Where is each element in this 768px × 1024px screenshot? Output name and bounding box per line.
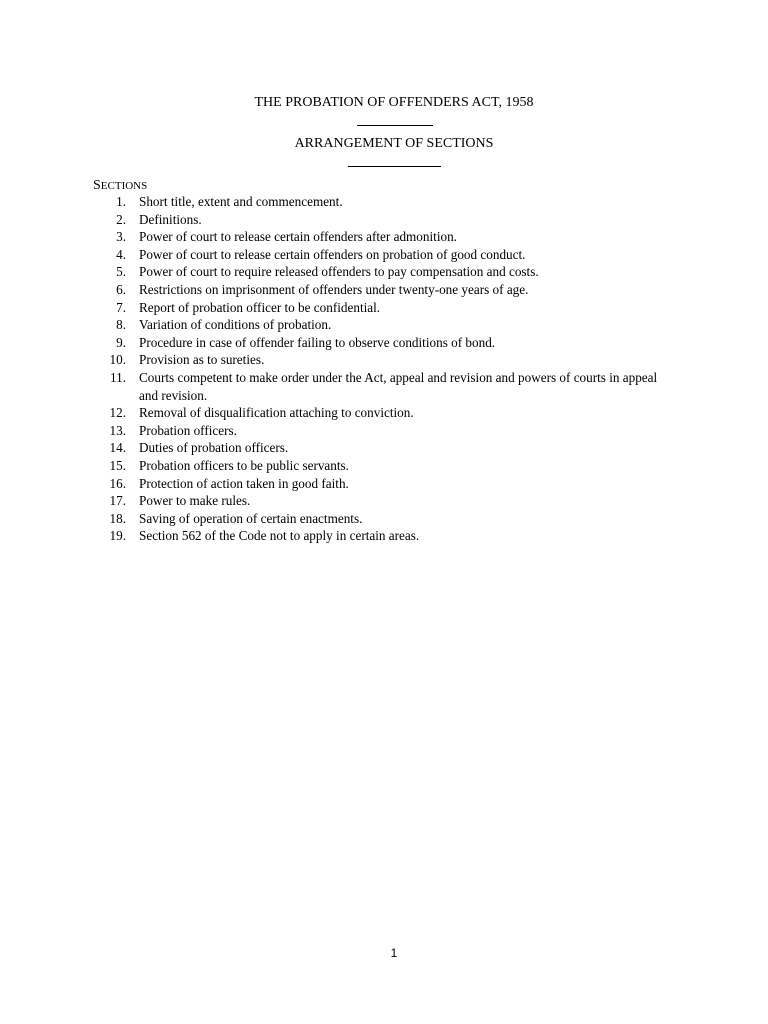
- section-list-item: [0, 510, 768, 528]
- section-number: 14.: [109, 440, 126, 456]
- section-list-item: [0, 527, 768, 545]
- section-list-item: [0, 299, 768, 317]
- section-list-item: [0, 281, 768, 299]
- section-title: Variation of conditions of probation.: [139, 317, 332, 333]
- section-number: 11.: [110, 369, 126, 385]
- page-number: 1: [390, 946, 398, 960]
- section-list-item: [0, 211, 768, 229]
- section-title: Short title, extent and commencement.: [139, 194, 343, 209]
- section-number: 2.: [116, 211, 126, 227]
- section-list-item: [0, 475, 768, 493]
- section-title: Power of court to release certain offenders after admonition.: [139, 229, 457, 245]
- section-number: 6.: [116, 281, 126, 297]
- section-number: 4.: [116, 246, 126, 262]
- section-list-item: [0, 316, 768, 334]
- section-title: Protection of action taken in good faith.: [139, 475, 349, 491]
- section-title: Power of court to release certain offenders on probation of good conduct.: [139, 246, 526, 262]
- section-number: 7.: [116, 299, 126, 315]
- section-list-item: [0, 492, 768, 510]
- section-list-item: [0, 439, 768, 457]
- document-subtitle: ARRANGEMENT OF SECTIONS: [294, 136, 494, 151]
- section-number: 18.: [109, 510, 126, 526]
- section-number: 19.: [109, 528, 126, 544]
- section-title: Definitions.: [139, 211, 202, 227]
- section-title: Report of probation officer to be confidential.: [139, 299, 381, 315]
- section-title: Saving of operation of certain enactments.: [139, 510, 363, 526]
- section-title: Procedure in case of offender failing to observe conditions of bond.: [139, 334, 496, 350]
- section-list-item: [0, 228, 768, 246]
- section-title: Duties of probation officers.: [139, 440, 289, 456]
- subtitle-divider: [348, 166, 441, 167]
- section-list-item: [0, 193, 768, 211]
- section-title: Probation officers to be public servants.: [139, 457, 349, 473]
- section-number: 5.: [116, 264, 126, 280]
- section-number: 9.: [116, 334, 126, 350]
- section-number: 1.: [116, 194, 126, 209]
- section-number: 3.: [116, 229, 126, 245]
- section-number: 15.: [109, 457, 126, 473]
- section-list-item: [0, 334, 768, 352]
- sections-heading-rest: ECTIONS: [100, 180, 148, 192]
- sections-list: [0, 193, 768, 545]
- section-title: Power to make rules.: [139, 493, 251, 509]
- section-title: Provision as to sureties.: [139, 352, 265, 368]
- section-number: 13.: [109, 422, 126, 438]
- section-number: 12.: [109, 405, 126, 421]
- section-number: 8.: [116, 317, 126, 333]
- document-title: THE PROBATION OF OFFENDERS ACT, 1958: [254, 95, 534, 110]
- section-title: Section 562 of the Code not to apply in certain areas.: [139, 528, 420, 544]
- section-list-item: [0, 263, 768, 281]
- sections-heading-initial: S: [93, 178, 101, 193]
- sections-heading: [93, 178, 147, 194]
- section-title: Removal of disqualification attaching to conviction.: [139, 405, 414, 421]
- section-title: Probation officers.: [139, 422, 237, 438]
- section-title: Courts competent to make order under the Act, appeal and revision and powers of courts in appeal and revision.: [139, 369, 658, 403]
- section-list-item: [0, 404, 768, 422]
- section-number: 16.: [109, 475, 126, 491]
- section-title: Power of court to require released offenders to pay compensation and costs.: [139, 264, 539, 280]
- section-number: 17.: [109, 493, 126, 509]
- section-list-item: [0, 457, 768, 475]
- title-divider: [357, 125, 433, 126]
- section-list-item: [0, 246, 768, 264]
- section-number: 10.: [109, 352, 126, 368]
- section-list-item: [0, 422, 768, 440]
- section-list-item: [0, 351, 768, 369]
- section-title: Restrictions on imprisonment of offenders under twenty-one years of age.: [139, 281, 529, 297]
- section-list-item: [0, 369, 768, 404]
